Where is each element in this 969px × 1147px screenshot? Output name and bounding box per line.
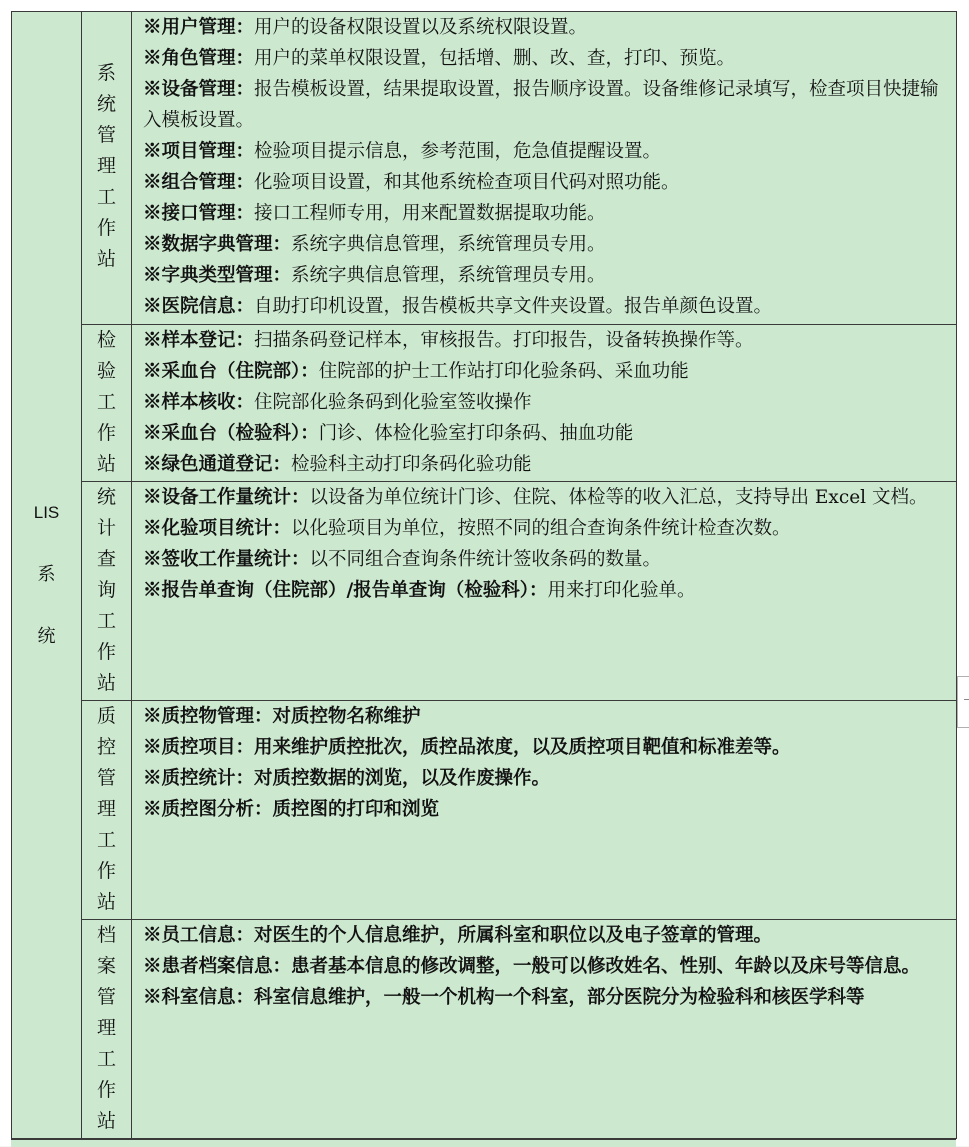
category-char: 站 <box>96 1110 116 1132</box>
items-cell <box>132 482 957 701</box>
system-name-char: 统 <box>37 626 56 647</box>
category-cell <box>82 482 132 701</box>
list-item: ※样本登记：扫描条码登记样本，审核报告。打印报告，设备转换操作等。 <box>143 330 754 351</box>
list-item: ※角色管理：用户的菜单权限设置，包括增、删、改、查，打印、预览。 <box>143 48 736 69</box>
system-name-char: 系 <box>37 564 56 585</box>
category-char: 查 <box>96 548 116 570</box>
category-char: 管 <box>96 986 116 1008</box>
category-char: 作 <box>96 217 116 239</box>
category-char: 管 <box>96 767 116 789</box>
section-row-records-management <box>12 920 957 1139</box>
category-name <box>82 920 131 1137</box>
category-char: 作 <box>96 641 116 663</box>
category-char: 作 <box>96 1079 116 1101</box>
list-item: ※设备工作量统计：以设备为单位统计门诊、住院、体检等的收入汇总，支持导出 Excel 文档。 <box>143 487 928 508</box>
category-char: 控 <box>96 736 116 758</box>
category-char: 站 <box>96 672 116 694</box>
section-row-quality-control <box>12 701 957 920</box>
category-char: 理 <box>96 798 116 820</box>
category-char: 统 <box>96 486 116 508</box>
list-item: ※报告单查询（住院部）/报告单查询（检验科）：用来打印化验单。 <box>143 580 696 601</box>
list-item: ※医院信息：自助打印机设置，报告模板共享文件夹设置。报告单颜色设置。 <box>143 296 773 317</box>
list-item: ※用户管理：用户的设备权限设置以及系统权限设置。 <box>143 17 588 38</box>
list-item: ※项目管理：检验项目提示信息，参考范围，危急值提醒设置。 <box>143 141 662 162</box>
category-name <box>82 325 131 480</box>
category-name <box>82 12 131 275</box>
items-cell <box>132 701 957 920</box>
category-char: 计 <box>96 517 116 539</box>
items-cell <box>132 325 957 482</box>
category-char: 工 <box>96 829 116 851</box>
list-item: ※设备管理：报告模板设置，结果提取设置，报告顺序设置。设备维修记录填写，检查项目快捷输入模板设置。 <box>143 79 939 131</box>
category-cell <box>82 701 132 920</box>
list-item: ※质控物管理：对质控物名称维护 <box>143 706 421 727</box>
list-item: ※数据字典管理：系统字典信息管理，系统管理员专用。 <box>143 234 606 255</box>
list-item: ※患者档案信息：患者基本信息的修改调整，一般可以修改姓名、性别、年龄以及床号等信息。 <box>143 956 921 977</box>
list-item: ※化验项目统计：以化验项目为单位，按照不同的组合查询条件统计检查次数。 <box>143 518 791 539</box>
category-char: 案 <box>96 955 116 977</box>
list-item: ※采血台（检验科）：门诊、体检化验室打印条码、抽血功能 <box>143 423 634 444</box>
system-name <box>12 482 81 668</box>
list-item: ※样本核收：住院部化验条码到化验室签收操作 <box>143 392 532 413</box>
items-cell <box>132 920 957 1139</box>
category-name <box>82 701 131 918</box>
system-name-char: LIS <box>33 503 60 522</box>
category-char: 站 <box>96 453 116 475</box>
category-char: 统 <box>96 93 116 115</box>
category-char: 理 <box>96 1017 116 1039</box>
section-row-lab-workstation <box>12 325 957 482</box>
category-char: 工 <box>96 391 116 413</box>
category-char: 检 <box>96 329 116 351</box>
list-item: ※员工信息：对医生的个人信息维护，所属科室和职位以及电子签章的管理。 <box>143 925 773 946</box>
category-cell <box>82 12 132 325</box>
category-cell <box>82 920 132 1139</box>
category-char: 验 <box>96 360 116 382</box>
section-row-system-management <box>12 12 957 325</box>
category-char: 询 <box>96 579 116 601</box>
category-char: 档 <box>96 924 116 946</box>
system-name-cell <box>12 12 82 1139</box>
category-char: 工 <box>96 1048 116 1070</box>
category-char: 站 <box>96 891 116 913</box>
list-item: ※质控统计：对质控数据的浏览，以及作废操作。 <box>143 768 551 789</box>
category-char: 质 <box>96 705 116 727</box>
category-char: 理 <box>96 155 116 177</box>
list-item: ※采血台（住院部）：住院部的护士工作站打印化验条码、采血功能 <box>143 361 689 382</box>
section-row-statistics-query <box>12 482 957 701</box>
list-item: ※绿色通道登记：检验科主动打印条码化验功能 <box>143 454 532 475</box>
category-char: 作 <box>96 422 116 444</box>
list-item: ※组合管理：化验项目设置，和其他系统检查项目代码对照功能。 <box>143 172 680 193</box>
list-item: ※签收工作量统计：以不同组合查询条件统计签收条码的数量。 <box>143 549 662 570</box>
lis-module-table <box>11 11 957 1139</box>
list-item: ※科室信息：科室信息维护，一般一个机构一个科室，部分医院分为检验科和核医学科等 <box>143 987 865 1008</box>
category-char: 工 <box>96 186 116 208</box>
list-item: ※质控图分析：质控图的打印和浏览 <box>143 799 440 820</box>
side-scroll-handle[interactable] <box>957 676 969 728</box>
category-char: 工 <box>96 610 116 632</box>
list-item: ※质控项目：用来维护质控批次，质控品浓度，以及质控项目靶值和标准差等。 <box>143 737 791 758</box>
list-item: ※接口管理：接口工程师专用，用来配置数据提取功能。 <box>143 203 606 224</box>
category-char: 站 <box>96 248 116 270</box>
category-name <box>82 482 131 699</box>
category-cell <box>82 325 132 482</box>
category-char: 管 <box>96 124 116 146</box>
category-char: 系 <box>96 62 116 84</box>
items-cell <box>132 12 957 325</box>
category-char: 作 <box>96 860 116 882</box>
list-item: ※字典类型管理：系统字典信息管理，系统管理员专用。 <box>143 265 606 286</box>
